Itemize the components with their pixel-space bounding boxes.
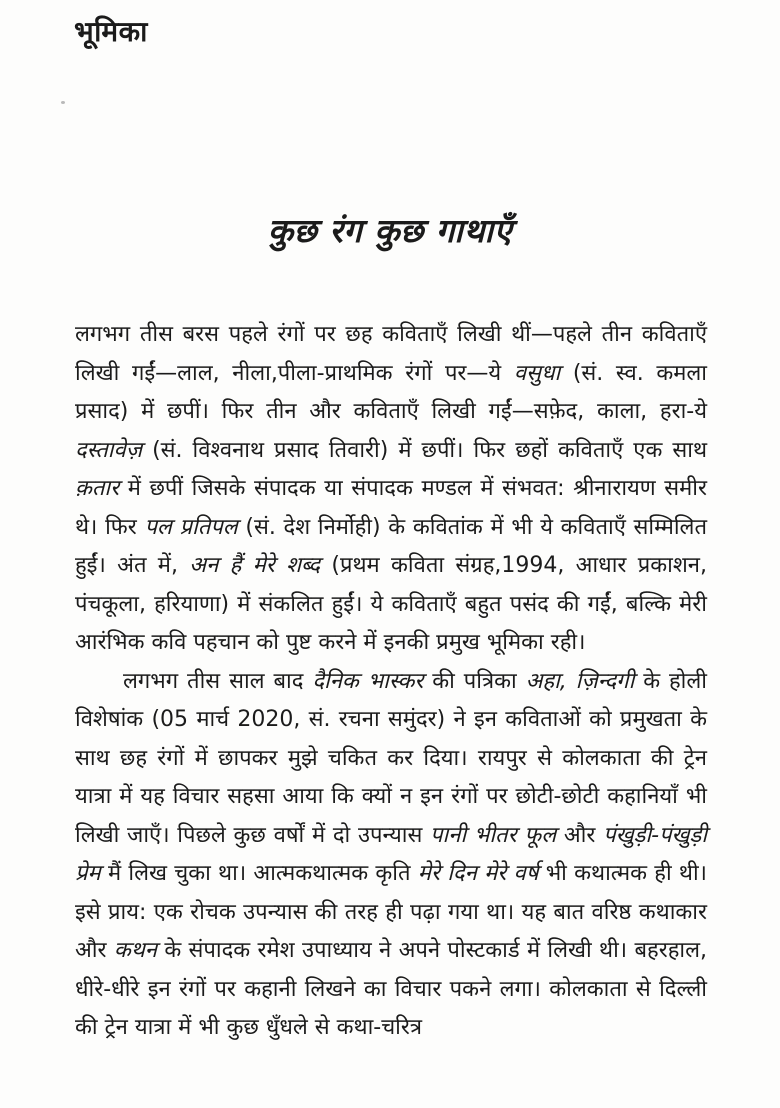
book-title-italic: पल प्रतिपल	[144, 514, 238, 540]
chapter-title: कुछ रंग कुछ गाथाएँ	[267, 211, 513, 250]
text-segment: भी कथात्मक ही थी। इसे प्राय: एक रोचक उपन्यास की तरह ही पढ़ा गया था। यह बात वरिष्ठ कथाकार और	[75, 861, 708, 963]
paragraph	[75, 663, 707, 1048]
text-segment: (सं. स्व. कमला प्रसाद) में छपीं। फिर तीन और कविताएँ लिखी गईं—सफ़ेद, काला, हरा-ये	[75, 360, 707, 424]
book-title-italic: दैनिक भास्कर	[312, 668, 424, 694]
page-header: भूमिका	[74, 15, 148, 48]
text-segment: की पत्रिका	[423, 668, 526, 694]
text-segment: मैं लिख चुका था। आत्मकथात्मक कृति	[100, 861, 418, 886]
text-segment: लगभग तीस बरस पहले रंगों पर छह कविताएँ लिखी थीं—पहले तीन कविताएँ लिखी गईं—लाल, नीला,पीला-प्राथमिक रंगों पर—ये	[75, 322, 707, 386]
book-title-italic: कथन	[113, 938, 158, 963]
body-text	[75, 316, 707, 1048]
text-segment: (सं. देश निर्मोही) के कवितांक में भी ये कविताएँ सम्मिलित हुईं। अंत में,	[75, 514, 708, 578]
book-title-italic: पानी भीतर फूल	[430, 822, 557, 848]
book-title-italic: क़तार	[75, 476, 120, 501]
text-segment: लगभग तीस साल बाद	[123, 668, 313, 694]
text-segment: (प्रथम कविता संग्रह,1994, आधार प्रकाशन, पंचकूला, हरियाणा) में संकलित हुईं। ये कविताएँ बहुत पसंद की गईं, बल्कि मेरी आरंभिक कवि पहचान को पुष्ट करने में इनकी प्रमुख भूमिका रही।	[75, 553, 707, 655]
text-segment: में छपीं जिसके संपादक या संपादक मण्डल में संभवत: श्रीनारायण समीर थे। फिर	[75, 476, 707, 540]
scan-speck	[61, 101, 65, 104]
book-title-italic: अन हैं मेरे शब्द	[189, 553, 321, 578]
text-segment: के संपादक रमेश उपाध्याय ने अपने पोस्टकार्ड में लिखी थी। बहरहाल, धीरे-धीरे इन रंगों पर कहानी लिखने का विचार पकने लगा। कोलकाता से दिल्ली की ट्रेन यात्रा में भी कुछ धुँधले से कथा-चरित्र	[75, 938, 708, 1040]
book-title-italic: दस्तावेज़	[75, 437, 143, 463]
book-title-italic: अहा, ज़िन्दगी	[525, 668, 635, 694]
book-title-italic: मेरे दिन मेरे वर्ष	[417, 861, 539, 886]
text-segment: और	[556, 822, 604, 848]
text-segment: के होली विशेषांक (05 मार्च 2020, सं. रचना समुंदर) ने इन कविताओं को प्रमुखता के साथ छह रंगों में छापकर मुझे चकित कर दिया। रायपुर से कोलकाता की ट्रेन यात्रा में यह विचार सहसा आया कि क्यों न इन रंगों पर छोटी-छोटी कहानियाँ भी लिखी जाएँ। पिछले कुछ वर्षों में दो उपन्यास	[75, 668, 707, 848]
book-title-italic: वसुधा	[513, 360, 561, 386]
text-segment: (सं. विश्वनाथ प्रसाद तिवारी) में छपीं। फिर छहों कविताएँ एक साथ	[142, 437, 707, 463]
paragraph	[75, 316, 707, 663]
book-title-italic: पंखुड़ी-पंखुड़ी प्रेम	[75, 822, 708, 886]
